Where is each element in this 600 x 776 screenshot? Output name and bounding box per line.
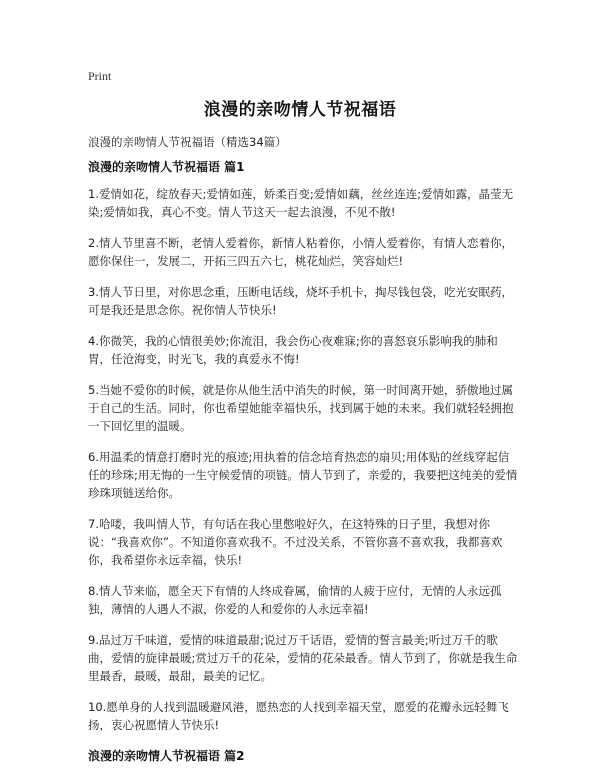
print-label: Print: [88, 69, 112, 83]
article-body: [88, 158, 520, 774]
paragraph: 2.情人节里喜不断，老情人爱着你，新情人粘着你，小情人爱着你，有情人恋着你，愿你保住一，发展二，开拓三四五六七，桃花灿烂，笑容灿烂!: [88, 236, 513, 268]
paragraph: 3.情人节日里，对你思念重，压断电话线，烧坏手机卡，掏尽钱包袋，吃光安眠药，可是我还是思念你。祝你情人节快乐!: [88, 285, 513, 317]
section-heading: 浪漫的亲吻情人节祝福语 篇1: [88, 160, 245, 174]
document-subtitle: 浪漫的亲吻情人节祝福语（精选34篇）: [88, 135, 287, 149]
paragraph: 9.品过万千味道，爱情的味道最甜;说过万千话语，爱情的誓言最美;听过万千的歌曲，爱情的旋律最暖;赏过万千的花朵，爱情的花朵最香。情人节到了，你就是我生命里最香，最暖，最甜，最美的记忆。: [88, 633, 518, 683]
paragraph: 1.爱情如花，绽放春天;爱情如莲，娇柔百变;爱情如藕，丝丝连连;爱情如露，晶莹无染;爱情如我，真心不变。情人节这天一起去浪漫，不见不散!: [88, 187, 514, 219]
paragraph: 10.愿单身的人找到温暖避风港，愿热恋的人找到幸福天堂，愿爱的花瓣永远轻舞飞扬，衷心祝愿情人节快乐!: [88, 700, 509, 732]
paragraph: 7.哈喽，我叫情人节，有句话在我心里憋啦好久，在这特殊的日子里，我想对你说：“我喜欢你”。不知道你喜欢我不。不过没关系，不管你喜不喜欢我，我都喜欢你，我希望你永远幸福，快乐!: [88, 517, 503, 567]
section-heading: 浪漫的亲吻情人节祝福语 篇2: [88, 749, 245, 763]
paragraph: 5.当她不爱你的时候，就是你从他生活中消失的时候，第一时间离开她，骄傲地过属于自己的生活。同时，你也希望她能幸福快乐，找到属于她的未来。我们就轻轻拥抱一下回忆里的温暖。: [88, 383, 514, 433]
page-title: 浪漫的亲吻情人节祝福语: [203, 100, 397, 120]
paragraph: 6.用温柔的情意打磨时光的痕迹;用执着的信念培育热恋的扇贝;用体贴的丝线穿起信任的珍珠;用无悔的一生守候爱情的项链。情人节到了，亲爱的，我要把这纯美的爱情珍珠项链送给你。: [88, 450, 518, 500]
paragraph: 4.你微笑，我的心情很美妙;你流泪，我会伤心夜难寐;你的喜怒哀乐影响我的肺和胃，任沧海变，时光飞，我的真爱永不悔!: [88, 334, 498, 366]
paragraph: 8.情人节来临，愿全天下有情的人终成眷属，偷情的人疲于应付，无情的人永远孤独，薄情的人遇人不淑，你爱的人和爱你的人永远幸福!: [88, 584, 502, 616]
